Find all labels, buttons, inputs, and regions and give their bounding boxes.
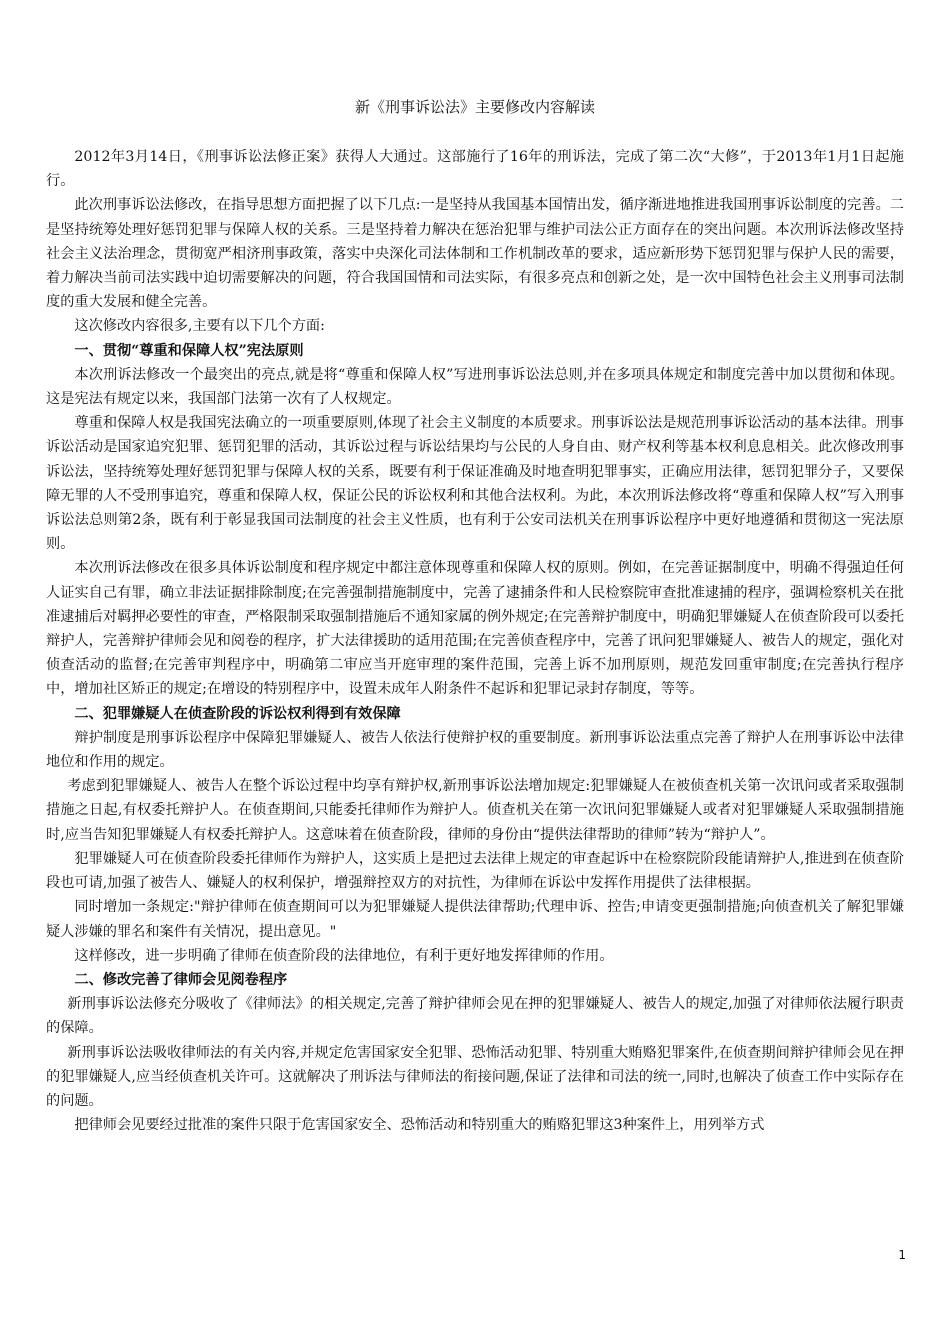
paragraph: 此次刑事诉讼法修改，在指导思想方面把握了以下几点:一是坚持从我国基本国情出发，循序渐进地推进我国刑事诉讼制度的完善。二是坚持统筹处理好惩罚犯罪与保障人权的关系。三是坚持着力解决在惩治犯罪与维护司法公正方面存在的突出问题。本次刑诉法修改坚持社会主义法治理念，贯彻宽严相济刑事政策，落实中央深化司法体制和工作机制改革的要求，适应新形势下惩罚犯罪与保护人民的需要，着力解决当前司法实践中迫切需要解决的问题，符合我国国情和司法实际，有很多亮点和创新之处，是一次中国特色社会主义刑事司法制度的重大发展和健全完善。 xyxy=(46,197,904,311)
section-heading: 二、修改完善了律师会见阅卷程序 xyxy=(74,971,288,988)
paragraph: 把律师会见要经过批准的案件只限于危害国家安全、恐怖活动和特别重大的贿赂犯罪这3种案件上，用列举方式 xyxy=(74,1117,765,1134)
paragraph: 同时增加一条规定:"辩护律师在侦查期间可以为犯罪嫌疑人提供法律帮助;代理申诉、控告;申请变更强制措施;向侦查机关了解犯罪嫌疑人涉嫌的罪名和案件有关情况，提出意见。" xyxy=(46,899,904,940)
paragraph: 新刑事诉讼法修充分吸收了《律师法》的相关规定,完善了辩护律师会见在押的犯罪嫌疑人、被告人的规定,加强了对律师依法履行职责的保障。 xyxy=(46,996,904,1037)
paragraph: 2012年3月14日，《刑事诉讼法修正案》获得人大通过。这部施行了16年的刑诉法，完成了第二次“大修”，于2013年1月1日起施行。 xyxy=(46,149,904,190)
document-title: 新《刑事诉讼法》主要修改内容解读 xyxy=(354,98,595,116)
paragraph: 本次刑诉法修改一个最突出的亮点,就是将“尊重和保障人权”写进刑事诉讼法总则,并在多项具体规定和制度完善中加以贯彻和体现。这是宪法有规定以来，我国部门法第一次有了人权规定。 xyxy=(46,366,904,408)
paragraph: 这样修改，进一步明确了律师在侦查阶段的法律地位，有利于更好地发挥律师的作用。 xyxy=(74,947,614,964)
page-number: 1 xyxy=(898,1248,906,1262)
section-heading: 一、贯彻“尊重和保障人权”宪法原则 xyxy=(74,342,304,359)
paragraph: 这次修改内容很多,主要有以下几个方面: xyxy=(74,318,325,335)
paragraph: 辩护制度是刑事诉讼程序中保障犯罪嫌疑人、被告人依法行使辩护权的重要制度。新刑事诉讼法重点完善了辩护人在刑事诉讼中法律地位和作用的规定。 xyxy=(46,729,904,771)
section-heading: 二、犯罪嫌疑人在侦查阶段的诉讼权利得到有效保障 xyxy=(74,705,401,722)
document-body xyxy=(46,145,904,1137)
paragraph: 考虑到犯罪嫌疑人、被告人在整个诉讼过程中均享有辩护权,新刑事诉讼法增加规定:犯罪嫌疑人在被侦查机关第一次讯问或者采取强制措施之日起,有权委托辩护人。在侦查期间,只能委托律师作为辩护人。侦查机关在第一次讯问犯罪嫌疑人或者对犯罪嫌疑人采取强制措施时,应当告知犯罪嫌疑人有权委托辩护人。这意味着在侦查阶段，律师的身份由“提供法律帮助的律师”转为“辩护人”。 xyxy=(46,778,904,843)
paragraph: 尊重和保障人权是我国宪法确立的一项重要原则,体现了社会主义制度的本质要求。刑事诉讼法是规范刑事诉讼活动的基本法律。刑事诉讼活动是国家追究犯罪、惩罚犯罪的活动，其诉讼过程与诉讼结果均与公民的人身自由、财产权利等基本权利息息相关。此次修改刑事诉讼法，坚持统筹处理好惩罚犯罪与保障人权的关系，既要有利于保证准确及时地查明犯罪事实，正确应用法律，惩罚犯罪分子，又要保障无罪的人不受刑事追究，尊重和保障人权，保证公民的诉讼权利和其他合法权利。为此，本次刑诉法修改将“尊重和保障人权”写入刑事诉讼法总则第2条，既有利于彰显我国司法制度的社会主义性质，也有利于公安司法机关在刑事诉讼程序中更好地遵循和贯彻这一宪法原则。 xyxy=(46,415,904,553)
paragraph: 本次刑诉法修改在很多具体诉讼制度和程序规定中都注意体现尊重和保障人权的原则。例如，在完善证据制度中，明确不得强迫任何人证实自己有罪，确立非法证据排除制度;在完善强制措施制度中，完善了逮捕条件和人民检察院审查批准逮捕的程序，强调检察机关在批准逮捕后对羁押必要性的审查，严格限制采取强制措施后不通知家属的例外规定;在完善辩护制度中，明确犯罪嫌疑人在侦查阶段可以委托辩护人，完善辩护律师会见和阅卷的程序，扩大法律援助的适用范围;在完善侦查程序中，完善了讯问犯罪嫌疑人、被告人的规定，强化对侦查活动的监督;在完善审判程序中，明确第二审应当开庭审理的案件范围，完善上诉不加刑原则，规范发回重审制度;在完善执行程序中，增加社区矫正的规定;在增设的特别程序中，设置未成年人附条件不起诉和犯罪记录封存制度，等等。 xyxy=(46,560,904,698)
paragraph: 新刑事诉讼法吸收律师法的有关内容,并规定危害国家安全犯罪、恐怖活动犯罪、特别重大贿赂犯罪案件,在侦查期间辩护律师会见在押的犯罪嫌疑人,应当经侦查机关许可。这就解决了刑诉法与律师法的衔接问题,保证了法律和司法的统一,同时,也解决了侦查工作中实际存在的问题。 xyxy=(46,1044,904,1109)
paragraph: 犯罪嫌疑人可在侦查阶段委托律师作为辩护人，这实质上是把过去法律上规定的审查起诉中在检察院阶段能请辩护人,推进到在侦查阶段也可请,加强了被告人、嫌疑人的权利保护，增强辩控双方的对抗性，为律师在诉讼中发挥作用提供了法律根据。 xyxy=(46,850,904,892)
